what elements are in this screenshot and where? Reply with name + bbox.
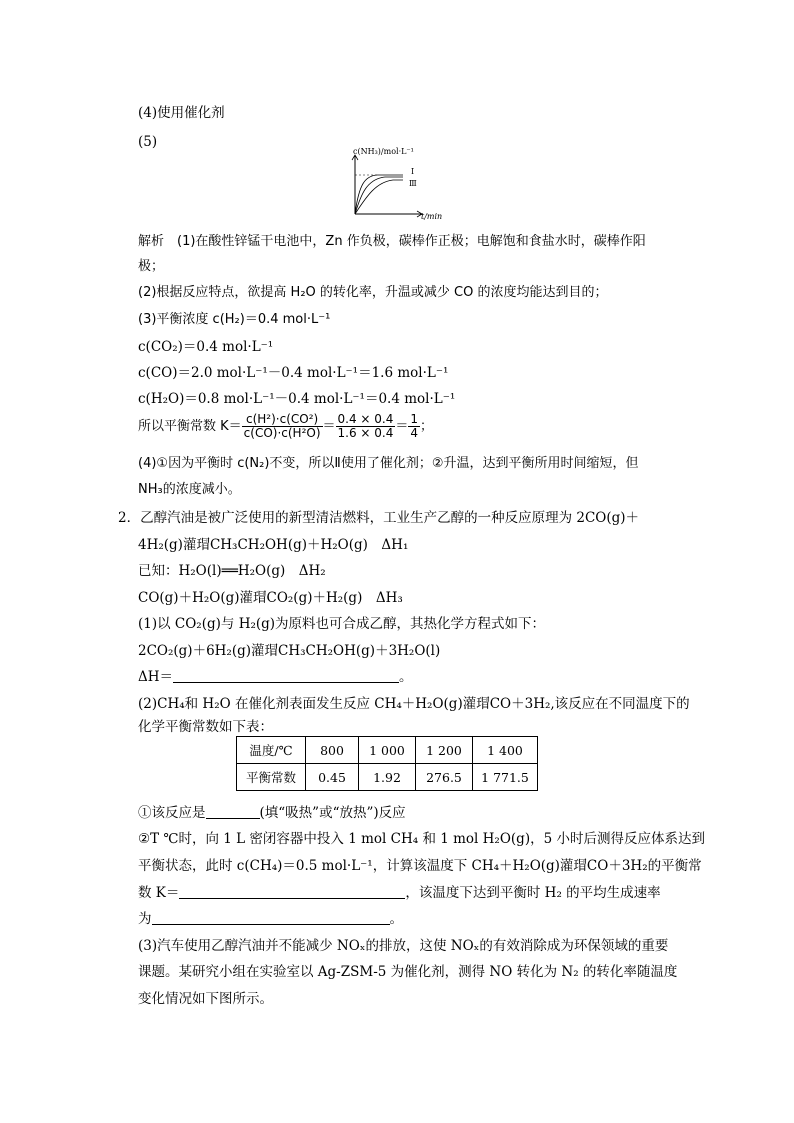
reaction-type-label: ①该反应是 xyxy=(138,805,206,821)
q2-line-14 xyxy=(138,910,403,928)
k-eq-2: ＝ xyxy=(395,419,409,434)
line14-end: 。 xyxy=(389,911,403,927)
q2-line-2: 4H₂(g)灌瑁CH₃CH₂OH(g)＋H₂O(g) ΔH₁ xyxy=(138,537,409,553)
table-cell: 1 000 xyxy=(359,737,416,764)
table-cell: 1 200 xyxy=(416,737,473,764)
k-value-label: 数 K＝ xyxy=(138,885,180,901)
table-cell: 平衡常数 xyxy=(237,764,306,791)
table-cell: 1.92 xyxy=(359,764,416,791)
q2-line-16: 课题。某研究小组在实验室以 Ag-ZSM-5 为催化剂，测得 NO 转化为 N₂ 的转化率随温度 xyxy=(138,964,678,980)
analysis-line-7: c(H₂O)＝0.8 mol·L⁻¹－0.4 mol·L⁻¹＝0.4 mol·L⁻¹ xyxy=(138,391,456,407)
label-III: Ⅲ xyxy=(409,179,417,188)
analysis-line-6: c(CO)＝2.0 mol·L⁻¹－0.4 mol·L⁻¹＝1.6 mol·L⁻¹ xyxy=(138,365,449,381)
table-row-header xyxy=(237,737,538,764)
q2-line-6: 2CO₂(g)＋6H₂(g)灌瑁CH₃CH₂OH(g)＋3H₂O(l) xyxy=(138,643,441,659)
k-value-blank[interactable] xyxy=(179,885,405,899)
q2-line-8: (2)CH₄和 H₂O 在催化剂表面发生反应 CH₄＋H₂O(g)灌瑁CO＋3H₂,该反应在不同温度下的 xyxy=(138,696,690,712)
analysis-line-10: NH₃的浓度减小。 xyxy=(138,482,241,497)
reaction-type-blank[interactable] xyxy=(206,805,260,819)
table-cell: 1 400 xyxy=(473,737,538,764)
analysis-line-9: (4)①因为平衡时 c(N₂)不变，所以Ⅱ使用了催化剂；②升温，达到平衡所用时间缩短，但 xyxy=(138,456,639,471)
k-frac3-den: 4 xyxy=(410,426,419,440)
q2-line-10 xyxy=(138,804,406,822)
k-fraction-result xyxy=(408,413,420,440)
q2-line-11: ②T ℃时，向 1 L 密闭容器中投入 1 mol CH₄ 和 1 mol H₂O(g)，5 小时后测得反应体系达到 xyxy=(138,831,705,847)
answer-4: (4)使用催化剂 xyxy=(138,105,225,121)
table-cell: 1 771.5 xyxy=(473,764,538,791)
table-row xyxy=(237,764,538,791)
table-cell: 0.45 xyxy=(306,764,359,791)
analysis-line-2: 极； xyxy=(138,259,165,274)
k-frac2-den: 1.6 × 0.4 xyxy=(337,426,394,440)
q2-line-15: (3)汽车使用乙醇汽油并不能减少 NOₓ的排放，这使 NOₓ的有效消除成为环保领域的重要 xyxy=(138,938,669,954)
label-I: Ⅰ xyxy=(411,167,415,176)
k-frac2-num: 0.4 × 0.4 xyxy=(337,412,394,426)
k-frac1-den: c(CO)·c(H²O) xyxy=(243,426,321,440)
analysis-line-5: c(CO₂)＝0.4 mol·L⁻¹ xyxy=(138,339,274,355)
delta-h-blank[interactable] xyxy=(173,669,399,683)
line7-end: 。 xyxy=(399,669,413,685)
q2-line-3: 已知：H₂O(l)══H₂O(g) ΔH₂ xyxy=(138,563,326,579)
rate-label: 为 xyxy=(138,911,152,927)
graph-ylabel: c(NH₃)/mol·L⁻¹ xyxy=(353,147,414,156)
table-cell: 800 xyxy=(306,737,359,764)
k-fraction-numeric xyxy=(336,413,396,440)
q2-line-1: 2．乙醇汽油是被广泛使用的新型清洁燃料，工业生产乙醇的一种反应原理为 2CO(g)＋ xyxy=(118,510,640,526)
equilibrium-constant-formula xyxy=(138,411,433,443)
delta-h-label: ΔH＝ xyxy=(138,669,174,685)
table-cell: 温度/℃ xyxy=(237,737,306,764)
curve-II xyxy=(355,177,403,214)
answer-5: (5) xyxy=(138,134,158,150)
table-cell: 276.5 xyxy=(416,764,473,791)
k-end: ； xyxy=(420,419,434,434)
k-eq-1: ＝ xyxy=(322,419,336,434)
q2-line-5: (1)以 CO₂(g)与 H₂(g)为原料也可合成乙醇，其热化学方程式如下： xyxy=(138,616,546,632)
q2-line-13 xyxy=(138,884,661,902)
k-frac1-num: c(H²)·c(CO²) xyxy=(242,413,323,427)
q2-line-12: 平衡状态，此时 c(CH₄)＝0.5 mol·L⁻¹，计算该温度下 CH₄＋H₂O(g)灌瑁CO＋3H₂的平衡常 xyxy=(138,858,702,874)
equilibrium-constant-table xyxy=(236,736,538,791)
k-prefix: 所以平衡常数 K＝ xyxy=(138,419,242,434)
q2-line-17: 变化情况如下图所示。 xyxy=(138,991,273,1007)
q2-line-9: 化学平衡常数如下表： xyxy=(138,719,273,735)
analysis-line-4: (3)平衡浓度 c(H₂)＝0.4 mol·L⁻¹ xyxy=(138,312,331,327)
rate-text: ，该温度下达到平衡时 H₂ 的平均生成速率 xyxy=(405,885,661,901)
analysis-line-1: 解析 (1)在酸性锌锰干电池中，Zn 作负极，碳棒作正极；电解饱和食盐水时，碳棒作阳 xyxy=(138,234,646,249)
k-frac3-num: 1 xyxy=(410,412,419,426)
q2-line-7 xyxy=(138,668,413,686)
graph-xlabel: t/min xyxy=(421,212,443,221)
nh3-concentration-graph xyxy=(345,144,450,222)
q2-line-4: CO(g)＋H₂O(g)灌瑁CO₂(g)＋H₂(g) ΔH₃ xyxy=(138,590,403,606)
k-fraction-symbolic xyxy=(242,413,323,440)
analysis-line-3: (2)根据反应特点，欲提高 H₂O 的转化率，升温或减少 CO 的浓度均能达到目的； xyxy=(138,285,608,300)
reaction-type-hint: (填“吸热”或“放热”)反应 xyxy=(259,805,406,821)
rate-blank[interactable] xyxy=(152,911,390,925)
